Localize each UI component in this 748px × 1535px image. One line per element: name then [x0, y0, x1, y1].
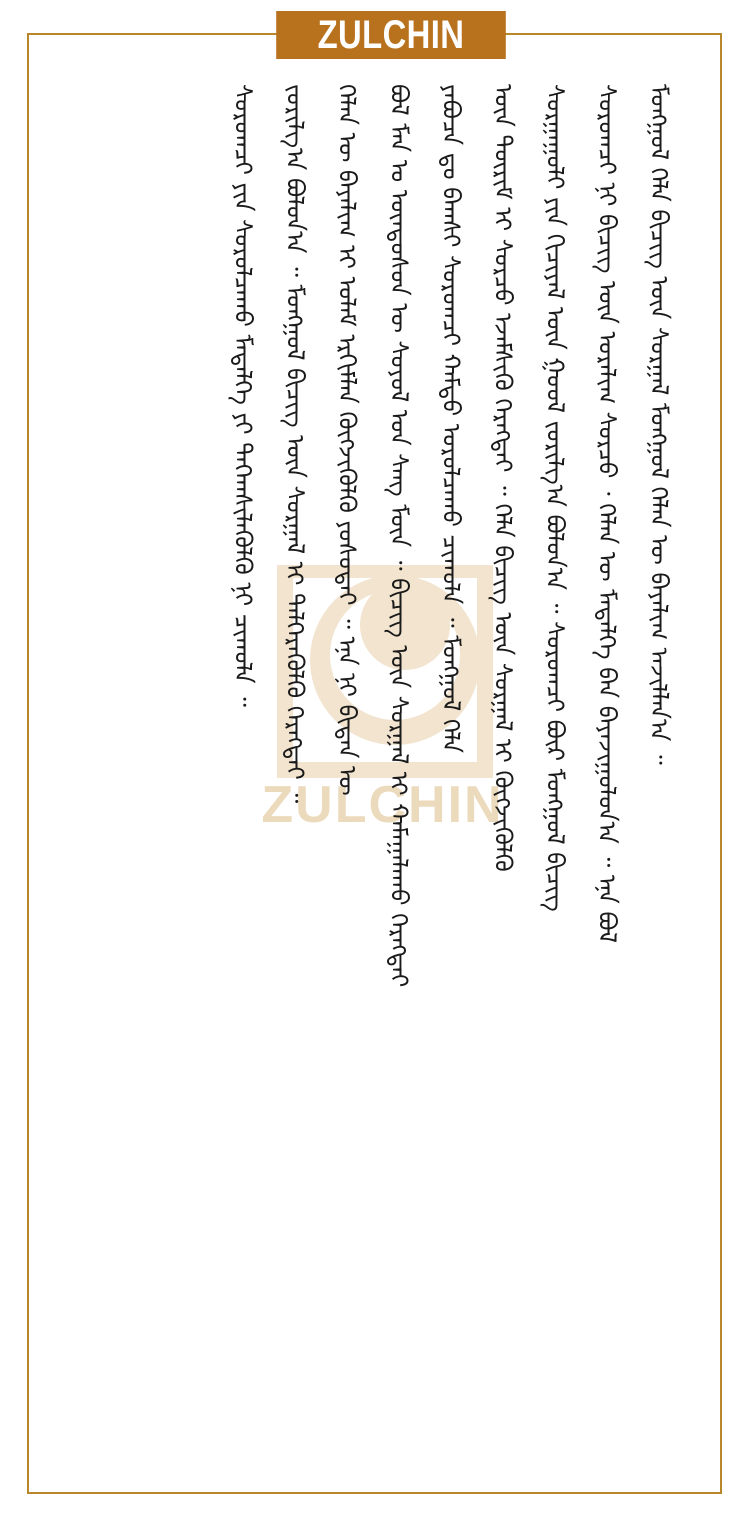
article-body [50, 70, 690, 1480]
watermark-text: ZULCHIN [261, 776, 504, 834]
text-column-5: ᠶᠠᠪᠤᠴᠠ ᠳᠤ ᠪᠠᠭᠰᠢ ᠰᠤᠷᠤᠭᠴᠢ ᠬᠠᠮᠲᠤ ᠣᠷᠤᠯᠴᠠᠬᠤ ᠴᠢᠬᠤᠯᠠ ᠃ ᠮᠣᠩᠭᠣᠯ ᠬᠡᠯᠡ [437, 84, 465, 754]
text-column-1: ᠮᠣᠩᠭᠣᠯ ᠬᠡᠯᠡ ᠪᠢᠴᠢᠭ ᠦᠨ ᠰᠤᠷᠭᠠᠯ ᠮᠣᠩᠭᠣᠯ ᠬᠡᠯᠡᠨ ᠦ ᠪᠠᠶᠠᠯᠢᠭ ᠠᠵᠢᠯᠯᠠᠨ᠎ᠠ ᠃ [645, 84, 673, 765]
text-column-3: ᠰᠤᠷᠭᠠᠭᠤᠯᠢ ᠶᠢᠨ ᠬᠢᠴᠢᠶᠡᠯ ᠦᠨ ᠭᠣᠣᠯ ᠵᠣᠷᠢᠯᠭ᠎ᠠ ᠪᠣᠯᠤᠨ᠎ᠠ ᠃ ᠰᠤᠷᠤᠭᠴᠢ ᠪᠦᠷ ᠮᠣᠩᠭᠣᠯ ᠪᠢᠴᠢᠭ [541, 84, 569, 912]
text-column-2: ᠰᠤᠷᠤᠭᠴᠢ ᠨᠢ ᠪᠢᠴᠢᠭ ᠦᠨ ᠤᠷᠠᠯᠢᠭ ᠰᠤᠷᠴᠤ ᠂ ᠬᠡᠯᠡᠨ ᠦ ᠮᠡᠳᠡᠯᠭᠡ ᠪᠡᠨ ᠪᠠᠶᠠᠵᠢᠭᠤᠯᠤᠨ᠎ᠠ ᠃ ᠡᠨᠡ ᠪᠣᠯ [593, 84, 621, 943]
page-title: ZULCHIN [276, 11, 506, 59]
text-column-6: ᠪᠣᠯ ᠮᠠᠨ ᠤ ᠦᠨᠳᠦᠰᠦᠨ ᠦ ᠰᠣᠶᠣᠯ ᠤᠨ ᠰᠠᠩ ᠮᠥᠨ ᠃ ᠪᠢᠴᠢᠭ ᠦᠨ ᠰᠤᠷᠭᠠᠯ ᠢ ᠬᠠᠮᠠᠭᠠᠯᠠᠬᠤ ᠬᠡᠷᠡᠭᠲᠡᠢ [385, 84, 413, 988]
text-column-4: ᠦᠨ ᠳᠦᠷᠢᠮ ᠢ ᠰᠤᠷᠴᠤ ᠡᠵᠡᠮᠰᠢᠬᠦ ᠬᠡᠷᠡᠭᠲᠡᠢ ᠃ ᠬᠡᠯᠡ ᠪᠢᠴᠢᠭ ᠦᠨ ᠰᠤᠷᠭᠠᠯ ᠢ ᠬᠥᠭᠵᠢᠭᠦᠯᠬᠦ [489, 84, 517, 872]
text-column-7: ᠬᠡᠯᠡᠨ ᠦ ᠪᠠᠶᠠᠯᠢᠭ ᠢ ᠤᠯᠠᠮ ᠡᠷᠬᠢᠮᠯᠡᠨ ᠬᠥᠭᠵᠢᠭᠦᠯᠬᠦ ᠶᠣᠰᠣᠲᠠᠢ ᠃ ᠡᠨᠡ ᠨᠢ ᠪᠢᠳᠡᠨ ᠦ [333, 84, 361, 796]
text-column-8: ᠵᠣᠷᠢᠯᠭ᠎ᠠ ᠪᠣᠯᠤᠨ᠎ᠠ ᠃ ᠮᠣᠩᠭᠣᠯ ᠪᠢᠴᠢᠭ ᠦᠨ ᠰᠤᠷᠭᠠᠯ ᠢ ᠳᠡᠯᠭᠡᠷᠡᠭᠦᠯᠬᠦ ᠬᠡᠷᠡᠭᠲᠡᠢ ᠃ [281, 84, 309, 804]
text-column-9: ᠰᠤᠷᠤᠭᠴᠢ ᠶᠢᠨ ᠰᠤᠷᠤᠯᠴᠠᠬᠤ ᠮᠡᠳᠡᠯᠭᠡ ᠶᠢ ᠳᠡᠭᠡᠭ᠍ᠰᠢᠯᠡᠭᠦᠯᠬᠦ ᠨᠢ ᠴᠢᠬᠤᠯᠠ ᠃ [229, 84, 257, 707]
